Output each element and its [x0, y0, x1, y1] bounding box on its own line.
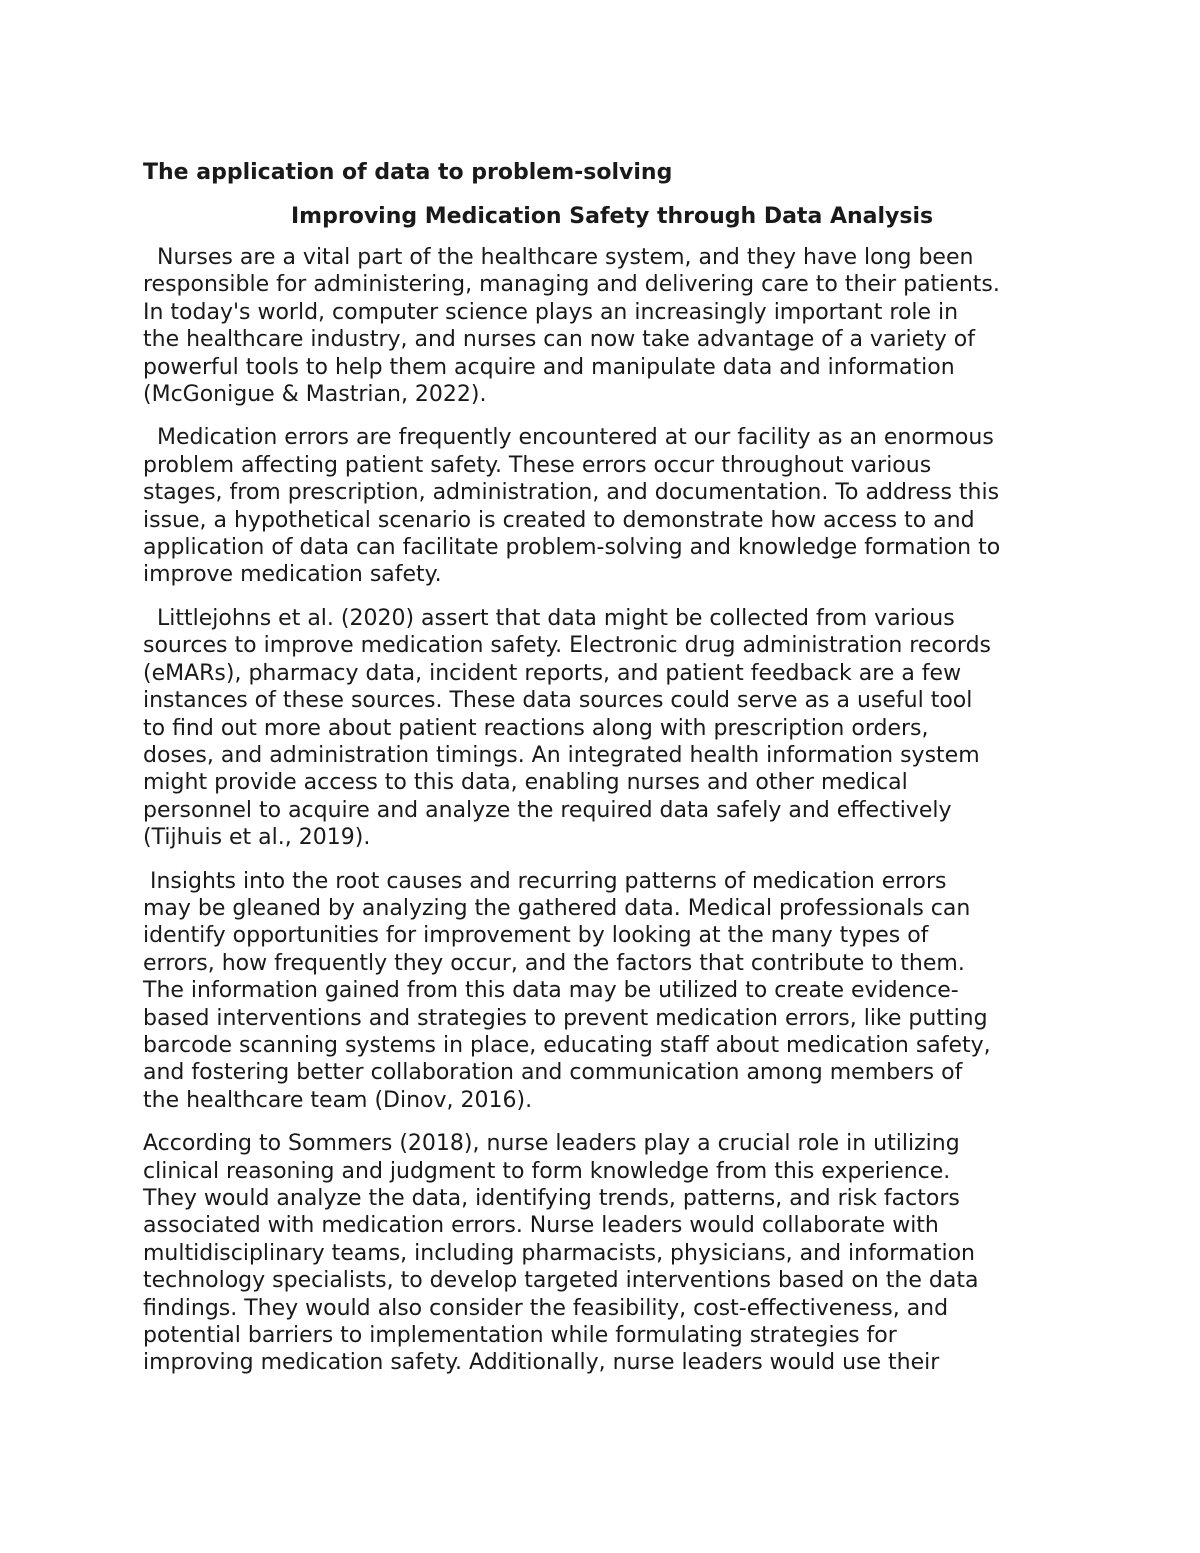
document-subtitle: Improving Medication Safety through Data Analysis	[291, 204, 934, 229]
paragraph-line: potential barriers to implementation while formulating strategies for	[143, 1323, 897, 1349]
paragraph-line: Littlejohns et al. (2020) assert that data might be collected from various	[143, 605, 955, 631]
paragraph-3	[143, 605, 1063, 852]
paragraph-line: technology specialists, to develop targeted interventions based on the data	[143, 1268, 979, 1294]
paragraph-line: stages, from prescription, administration, and documentation. To address this	[143, 480, 1000, 506]
paragraph-line: instances of these sources. These data sources could serve as a useful tool	[143, 688, 973, 714]
paragraph-line: may be gleaned by analyzing the gathered data. Medical professionals can	[143, 895, 971, 921]
paragraph-line: identify opportunities for improvement by looking at the many types of	[143, 923, 929, 949]
paragraph-line: application of data can facilitate problem-solving and knowledge formation to	[143, 535, 1001, 561]
paragraph-line: In today's world, computer science plays an increasingly important role in	[143, 299, 959, 325]
paragraph-line: The information gained from this data may be utilized to create evidence-	[143, 978, 959, 1004]
paragraph-line: Insights into the root causes and recurring patterns of medication errors	[143, 868, 947, 894]
paragraph-line: (McGonigue & Mastrian, 2022).	[143, 382, 487, 408]
paragraph-line: doses, and administration timings. An integrated health information system	[143, 742, 980, 768]
paragraph-line: the healthcare industry, and nurses can now take advantage of a variety of	[143, 327, 975, 353]
paragraph-line: findings. They would also consider the feasibility, cost-effectiveness, and	[143, 1295, 949, 1321]
paragraph-line: to find out more about patient reactions along with prescription orders,	[143, 715, 929, 741]
paragraph-line: issue, a hypothetical scenario is created to demonstrate how access to and	[143, 507, 975, 533]
paragraph-line: the healthcare team (Dinov, 2016).	[143, 1087, 533, 1113]
paragraph-2	[143, 424, 1063, 588]
paragraph-line: barcode scanning systems in place, educating staff about medication safety,	[143, 1032, 991, 1058]
paragraph-4	[143, 868, 1063, 1115]
paragraph-line: improve medication safety.	[143, 562, 442, 588]
paragraph-line: multidisciplinary teams, including pharmacists, physicians, and information	[143, 1240, 975, 1266]
paragraph-line: and fostering better collaboration and communication among members of	[143, 1060, 963, 1086]
paragraph-line: might provide access to this data, enabling nurses and other medical	[143, 770, 908, 796]
paragraph-line: powerful tools to help them acquire and manipulate data and information	[143, 354, 955, 380]
paragraph-line: clinical reasoning and judgment to form knowledge from this experience.	[143, 1158, 951, 1184]
paragraph-line: errors, how frequently they occur, and the factors that contribute to them.	[143, 950, 965, 976]
paragraph-line: personnel to acquire and analyze the required data safely and effectively	[143, 797, 952, 823]
paragraph-1	[143, 244, 1063, 408]
paragraph-line: (Tijhuis et al., 2019).	[143, 825, 371, 851]
paragraph-line: Nurses are a vital part of the healthcare system, and they have long been	[143, 245, 974, 270]
document-body	[143, 158, 1063, 1393]
paragraph-line: based interventions and strategies to prevent medication errors, like putting	[143, 1005, 988, 1031]
paragraph-line: associated with medication errors. Nurse leaders would collaborate with	[143, 1213, 939, 1239]
paragraph-line: According to Sommers (2018), nurse leaders play a crucial role in utilizing	[143, 1131, 960, 1157]
paragraph-line: problem affecting patient safety. These errors occur throughout various	[143, 452, 932, 478]
paragraph-line: sources to improve medication safety. Electronic drug administration records	[143, 633, 992, 659]
document-title: The application of data to problem-solving	[143, 160, 673, 185]
paragraph-line: improving medication safety. Additionally, nurse leaders would use their	[143, 1350, 940, 1376]
paragraph-line: They would analyze the data, identifying trends, patterns, and risk factors	[143, 1186, 960, 1211]
paragraph-line: responsible for administering, managing and delivering care to their patients.	[143, 272, 1000, 298]
paragraph-5	[143, 1130, 1063, 1377]
paragraph-line: (eMARs), pharmacy data, incident reports, and patient feedback are a few	[143, 660, 962, 686]
paragraph-line: Medication errors are frequently encountered at our facility as an enormous	[143, 425, 994, 451]
